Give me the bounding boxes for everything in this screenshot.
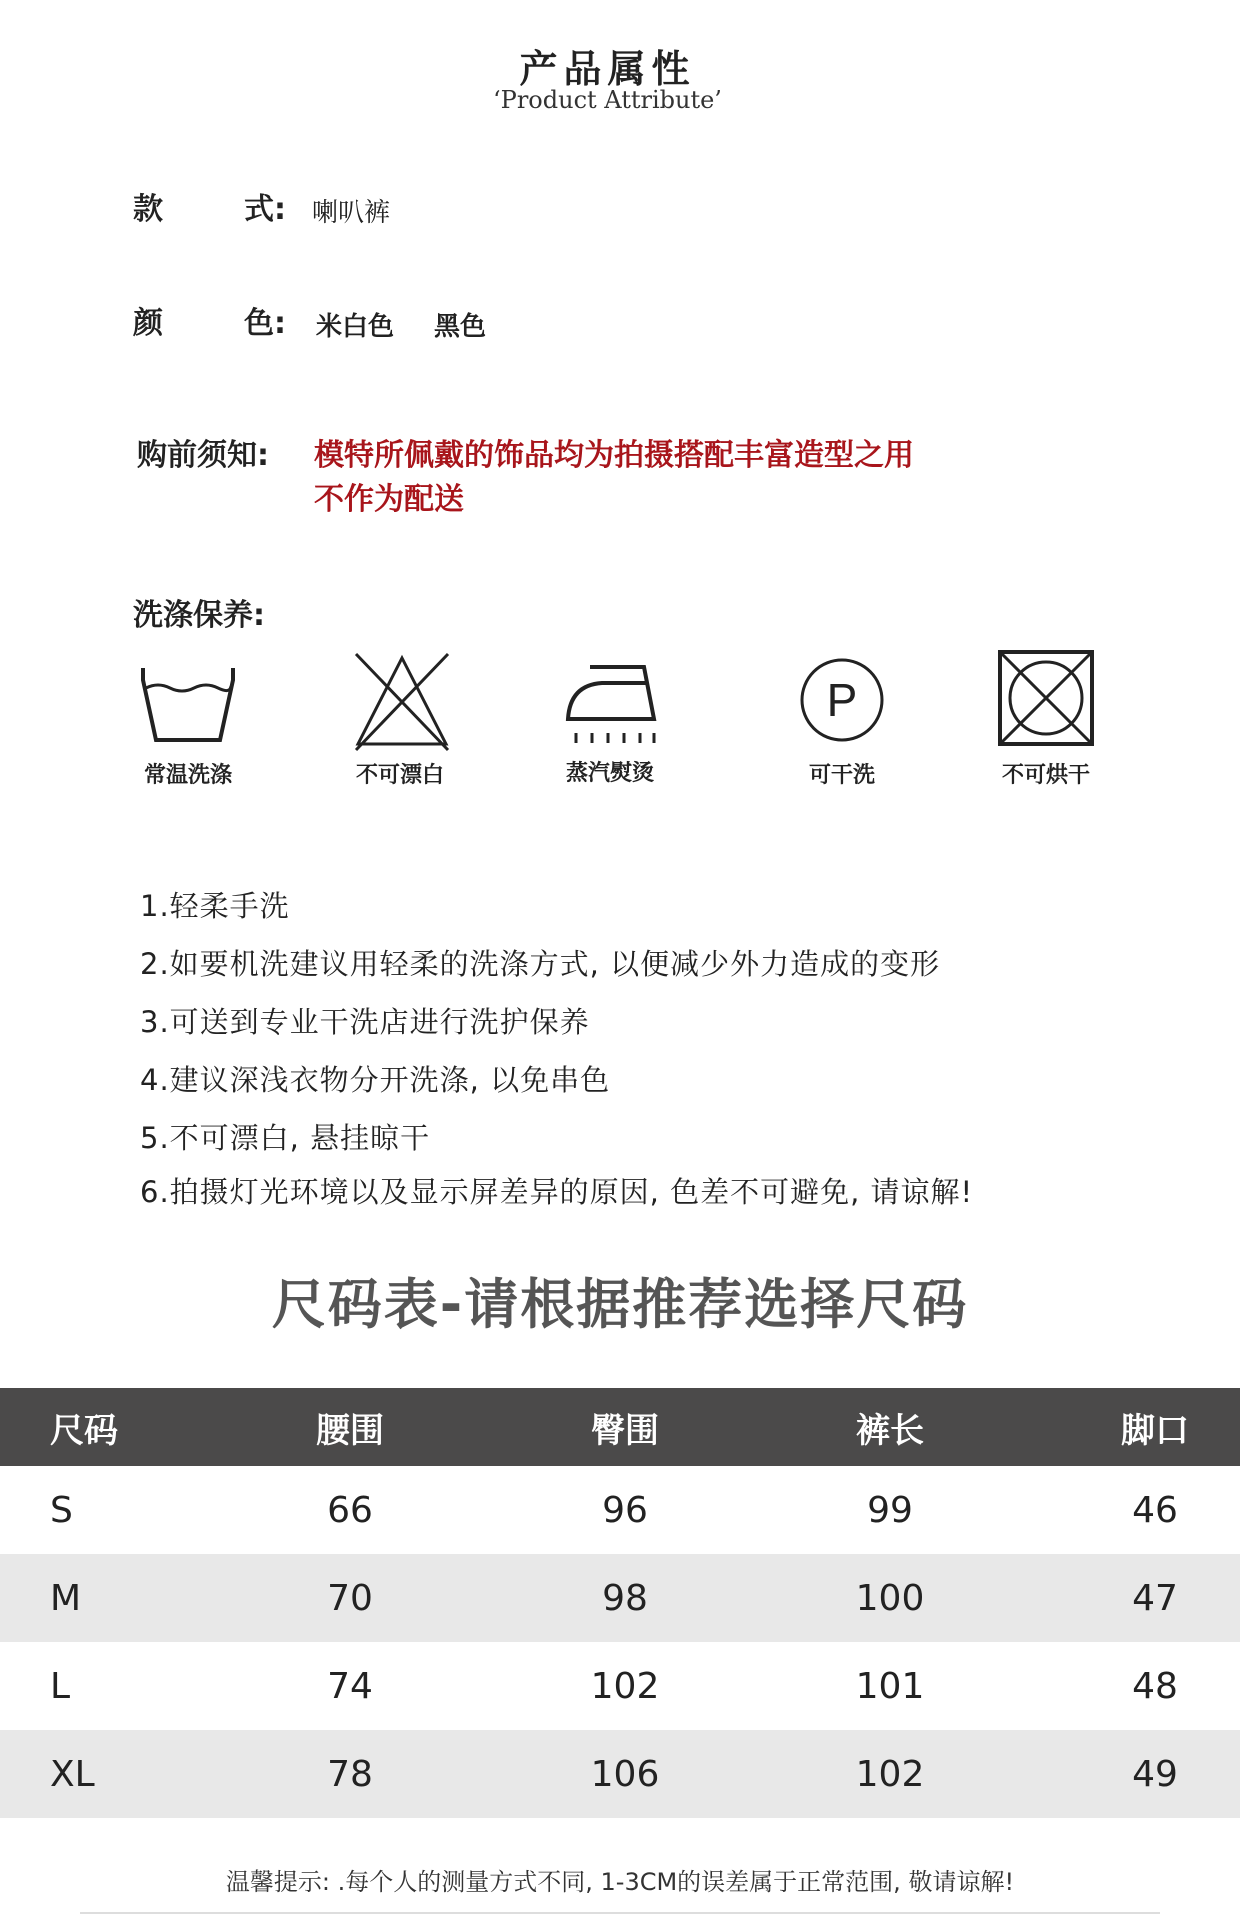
header-hem: 脚口 [1121, 1410, 1189, 1451]
header-length: 裤长 [856, 1410, 924, 1451]
table-cell: 70 [327, 1577, 373, 1619]
color-label: 颜 [133, 306, 163, 341]
table-cell: 106 [590, 1753, 660, 1795]
style-label: 款 [133, 192, 163, 227]
notice-label: 购前须知: [137, 438, 269, 473]
instruction-item: 5.不可漂白, 悬挂晾干 [140, 1121, 431, 1155]
table-cell: 49 [1132, 1753, 1178, 1795]
dry-clean-p-icon [792, 650, 892, 754]
table-cell: M [50, 1577, 82, 1619]
table-cell: 100 [855, 1577, 925, 1619]
wash-basin-icon [138, 660, 238, 764]
table-cell: 74 [327, 1665, 373, 1707]
instruction-item: 4.建议深浅衣物分开洗涤, 以免串色 [140, 1063, 611, 1097]
header-size: 尺码 [50, 1410, 118, 1451]
table-cell: 96 [602, 1489, 648, 1531]
table-cell: L [50, 1665, 71, 1707]
instruction-item: 1.轻柔手洗 [140, 889, 290, 923]
table-cell: 48 [1132, 1665, 1178, 1707]
header-waist: 腰围 [316, 1410, 384, 1451]
style-value: 喇叭裤 [312, 198, 391, 228]
table-row [0, 1642, 1240, 1730]
color-value-offwhite: 米白色 [316, 312, 395, 342]
table-row [0, 1466, 1240, 1554]
table-cell: XL [50, 1753, 95, 1795]
care-label: 洗涤保养: [133, 598, 265, 633]
size-table-header [0, 1388, 1240, 1466]
table-cell: 102 [590, 1665, 660, 1707]
table-cell: 46 [1132, 1489, 1178, 1531]
instruction-item: 6.拍摄灯光环境以及显示屏差异的原因, 色差不可避免, 请谅解! [140, 1175, 974, 1209]
no-bleach-icon [352, 652, 452, 756]
table-cell: 78 [327, 1753, 373, 1795]
table-cell: 98 [602, 1577, 648, 1619]
instruction-item: 2.如要机洗建议用轻柔的洗涤方式, 以便减少外力造成的变形 [140, 947, 941, 981]
color-label-suffix: 色: [244, 306, 286, 341]
table-cell: 102 [855, 1753, 925, 1795]
style-label-suffix: 式: [244, 192, 286, 227]
size-chart-title: 尺码表-请根据推荐选择尺码 [271, 1273, 969, 1336]
care-label-no-tumble-dry: 不可烘干 [1001, 763, 1090, 788]
steam-iron-icon [562, 655, 662, 759]
notice-line-1: 模特所佩戴的饰品均为拍摄搭配丰富造型之用 [314, 438, 914, 473]
table-cell: 101 [855, 1665, 925, 1707]
care-label-dry-clean: 可干洗 [808, 763, 875, 788]
color-value-black: 黑色 [434, 312, 487, 342]
no-tumble-dry-icon [996, 648, 1096, 752]
page-subtitle: ‘Product Attribute’ [493, 86, 722, 114]
header-hip: 臀围 [591, 1410, 659, 1451]
table-cell: 47 [1132, 1577, 1178, 1619]
table-cell: 99 [867, 1489, 913, 1531]
care-label-normal-wash: 常温洗涤 [143, 763, 232, 788]
size-table [0, 1388, 1240, 1818]
table-cell: S [50, 1489, 73, 1531]
divider [80, 1912, 1160, 1914]
instruction-item: 3.可送到专业干洗店进行洗护保养 [140, 1005, 590, 1039]
table-row [0, 1730, 1240, 1818]
table-row [0, 1554, 1240, 1642]
care-label-steam-iron: 蒸汽熨烫 [565, 761, 654, 786]
care-label-no-bleach: 不可漂白 [355, 763, 444, 788]
measurement-tip: 温馨提示: .每个人的测量方式不同, 1-3CM的误差属于正常范围, 敬请谅解! [225, 1868, 1015, 1896]
dry-clean-glyph: P [826, 674, 858, 726]
table-cell: 66 [327, 1489, 373, 1531]
notice-line-2: 不作为配送 [314, 482, 464, 517]
page-title: 产品属性 [519, 47, 696, 91]
